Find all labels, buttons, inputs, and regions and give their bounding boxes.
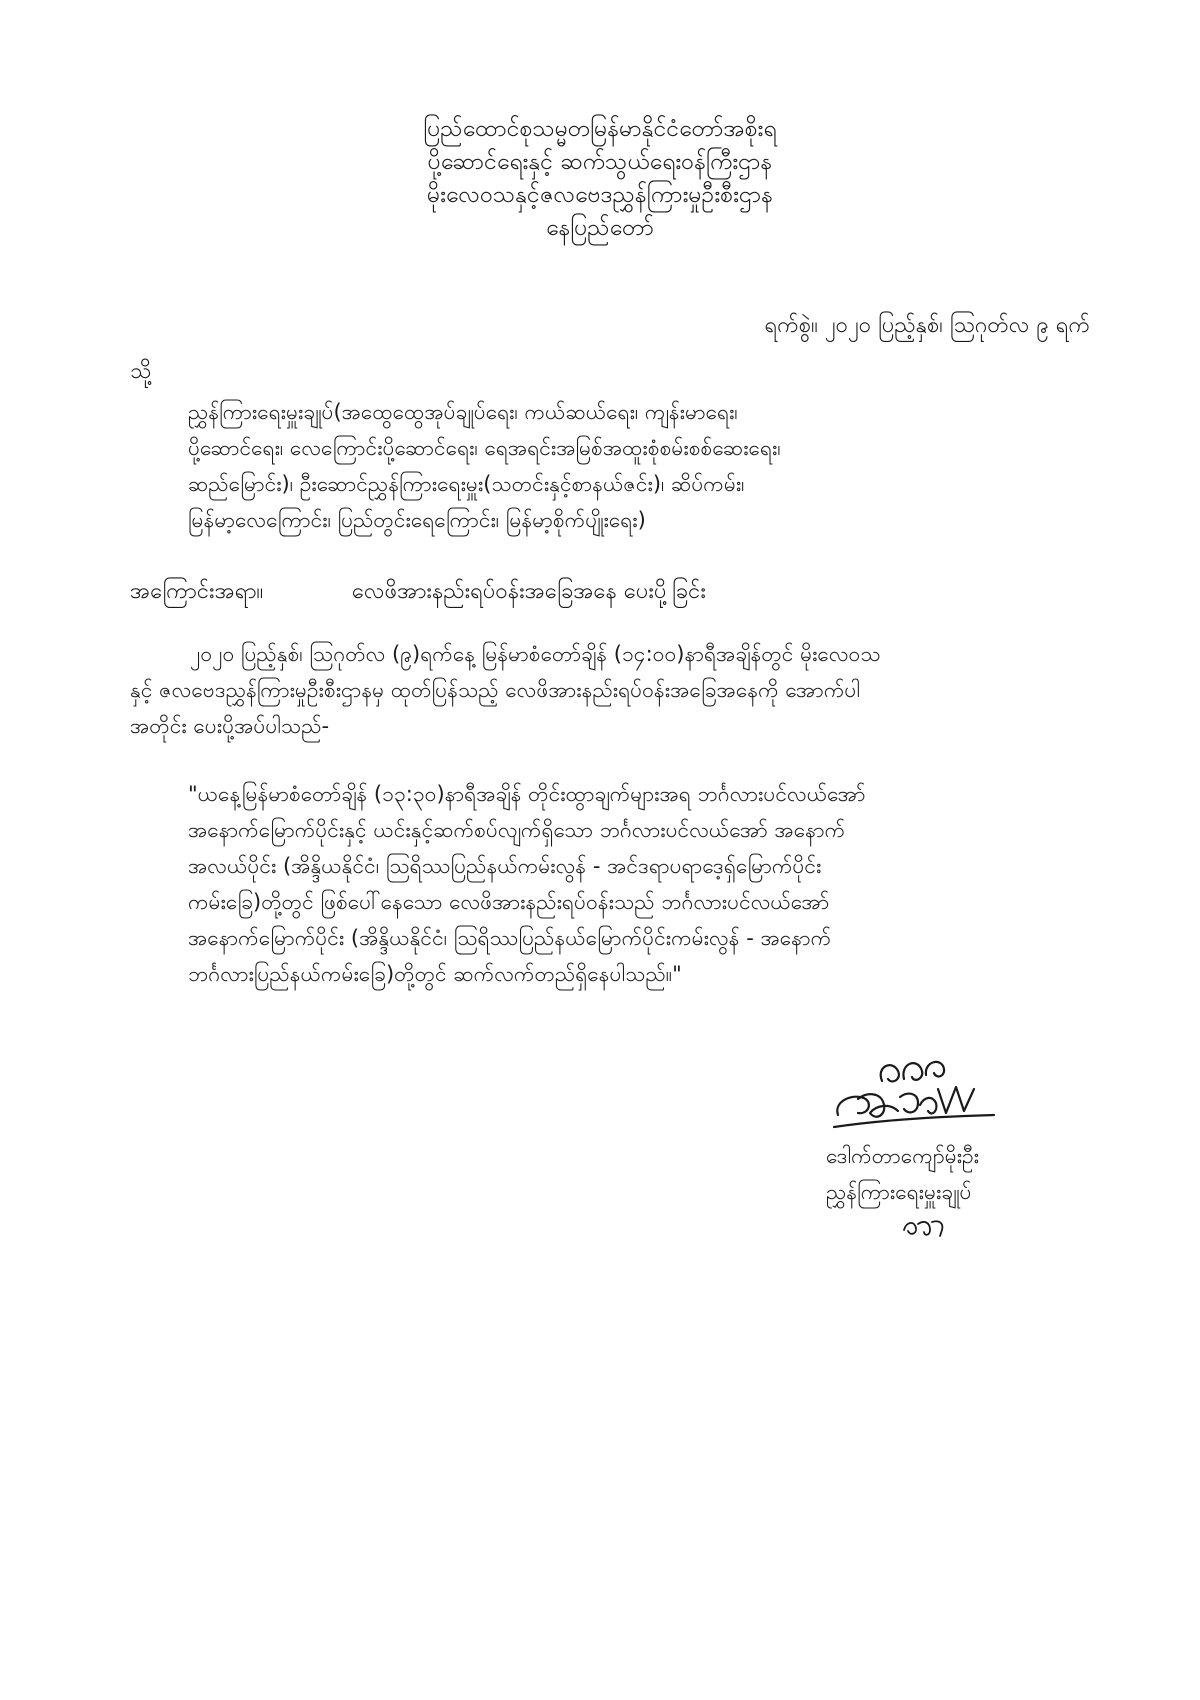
quote-line: အနောက်မြောက်ပိုင်းနှင့် ယင်းနှင့်ဆက်စပ်လျက်ရှိသော ဘင်္ဂလားပင်လယ်အော် အနောက် bbox=[188, 818, 846, 842]
letterhead bbox=[0, 113, 1200, 245]
body-paragraph bbox=[130, 636, 1110, 744]
subject-text: လေဖိအားနည်းရပ်ဝန်းအခြေအနေ ပေးပို့ခြင်း bbox=[352, 579, 706, 604]
to-label: သို့ bbox=[130, 359, 152, 384]
signer-title: ညွှန်ကြားရေးမှူးချုပ် bbox=[826, 1180, 972, 1204]
body-line: အတိုင်း ပေးပို့အပ်ပါသည်- bbox=[130, 714, 330, 738]
quote-line: ကမ်းခြေ)တို့တွင် ဖြစ်ပေါ်နေသော လေဖိအားနည်းရပ်ဝန်းသည် ဘင်္ဂလားပင်လယ်အော် bbox=[188, 890, 830, 914]
recipient-line: မြန်မာ့လေကြောင်း၊ ပြည်တွင်းရေကြောင်း၊ မြန်မာ့စိုက်ပျိုးရေး) bbox=[188, 508, 646, 532]
quoted-forecast bbox=[188, 776, 1108, 992]
recipients-block bbox=[188, 394, 1108, 538]
recipient-line: ဆည်မြောင်း)၊ ဦးဆောင်ညွှန်ကြားရေးမှူး(သတင်းနှင့်စာနယ်ဇင်း)၊ ဆိပ်ကမ်း၊ bbox=[188, 472, 745, 496]
recipient-line: ညွှန်ကြားရေးမှူးချုပ်(အထွေထွေအုပ်ချုပ်ရေး၊ ကယ်ဆယ်ရေး၊ ကျန်းမာရေး၊ bbox=[188, 400, 738, 424]
signer-block bbox=[826, 1138, 979, 1210]
subject-label: အကြောင်းအရာ။ bbox=[130, 579, 264, 604]
quote-line: ဘင်္ဂလားပြည်နယ်ကမ်းခြေ)တို့တွင် ဆက်လက်တည်ရှိနေပါသည်။" bbox=[188, 962, 682, 986]
handwritten-initials bbox=[900, 1212, 950, 1240]
letterhead-ministry: ပို့ဆောင်ရေးနှင့် ဆက်သွယ်ရေးဝန်ကြီးဌာန bbox=[427, 149, 773, 175]
subject-line bbox=[130, 576, 706, 609]
letter-date: ရက်စွဲ။ ၂၀၂၀ ပြည့်နှစ်၊ ဩဂုတ်လ ၉ ရက် bbox=[764, 313, 1090, 338]
body-line: နှင့် ဇလဗေဒညွှန်ကြားမှုဦးစီးဌာနမှ ထုတ်ပြန်သည့် လေဖိအားနည်းရပ်ဝန်းအခြေအနေကို အောက်ပါ bbox=[130, 678, 860, 702]
letterhead-department: မိုးလေဝသနှင့်ဇလဗေဒညွှန်ကြားမှုဦးစီးဌာန bbox=[426, 182, 774, 208]
quote-line: အနောက်မြောက်ပိုင်း (အိန္ဒိယနိုင်ငံ၊ ဩရိဿပြည်နယ်မြောက်ပိုင်းကမ်းလွန် - အနောက် bbox=[188, 926, 832, 950]
recipient-line: ပို့ဆောင်ရေး၊ လေကြောင်းပို့ဆောင်ရေး၊ ရေအရင်းအမြစ်အထူးစုံစမ်းစစ်ဆေးရေး၊ bbox=[188, 436, 781, 460]
body-line: ၂၀၂၀ ပြည့်နှစ်၊ ဩဂုတ်လ (၉)ရက်နေ့ မြန်မာစံတော်ချိန် (၁၄:၀၀)နာရီအချိန်တွင် မိုးလေဝသ bbox=[190, 642, 881, 666]
signer-name: ဒေါက်တာကျော်မိုးဦး bbox=[826, 1144, 980, 1168]
letterhead-city: နေပြည်တော် bbox=[546, 215, 654, 241]
quote-line: "ယနေ့မြန်မာစံတော်ချိန် (၁၃:၃၀)နာရီအချိန် တိုင်းထွာချက်များအရ ဘင်္ဂလားပင်လယ်အော် bbox=[188, 782, 866, 806]
quote-line: အလယ်ပိုင်း (အိန္ဒိယနိုင်ငံ၊ ဩရိဿပြည်နယ်ကမ်းလွန် - အင်ဒရာပရာဒေ့ရှ်မြောက်ပိုင်း bbox=[188, 854, 822, 878]
handwritten-signature bbox=[830, 1045, 1000, 1140]
letterhead-government: ပြည်ထောင်စုသမ္မတမြန်မာနိုင်ငံတော်အစိုးရ bbox=[423, 116, 777, 142]
